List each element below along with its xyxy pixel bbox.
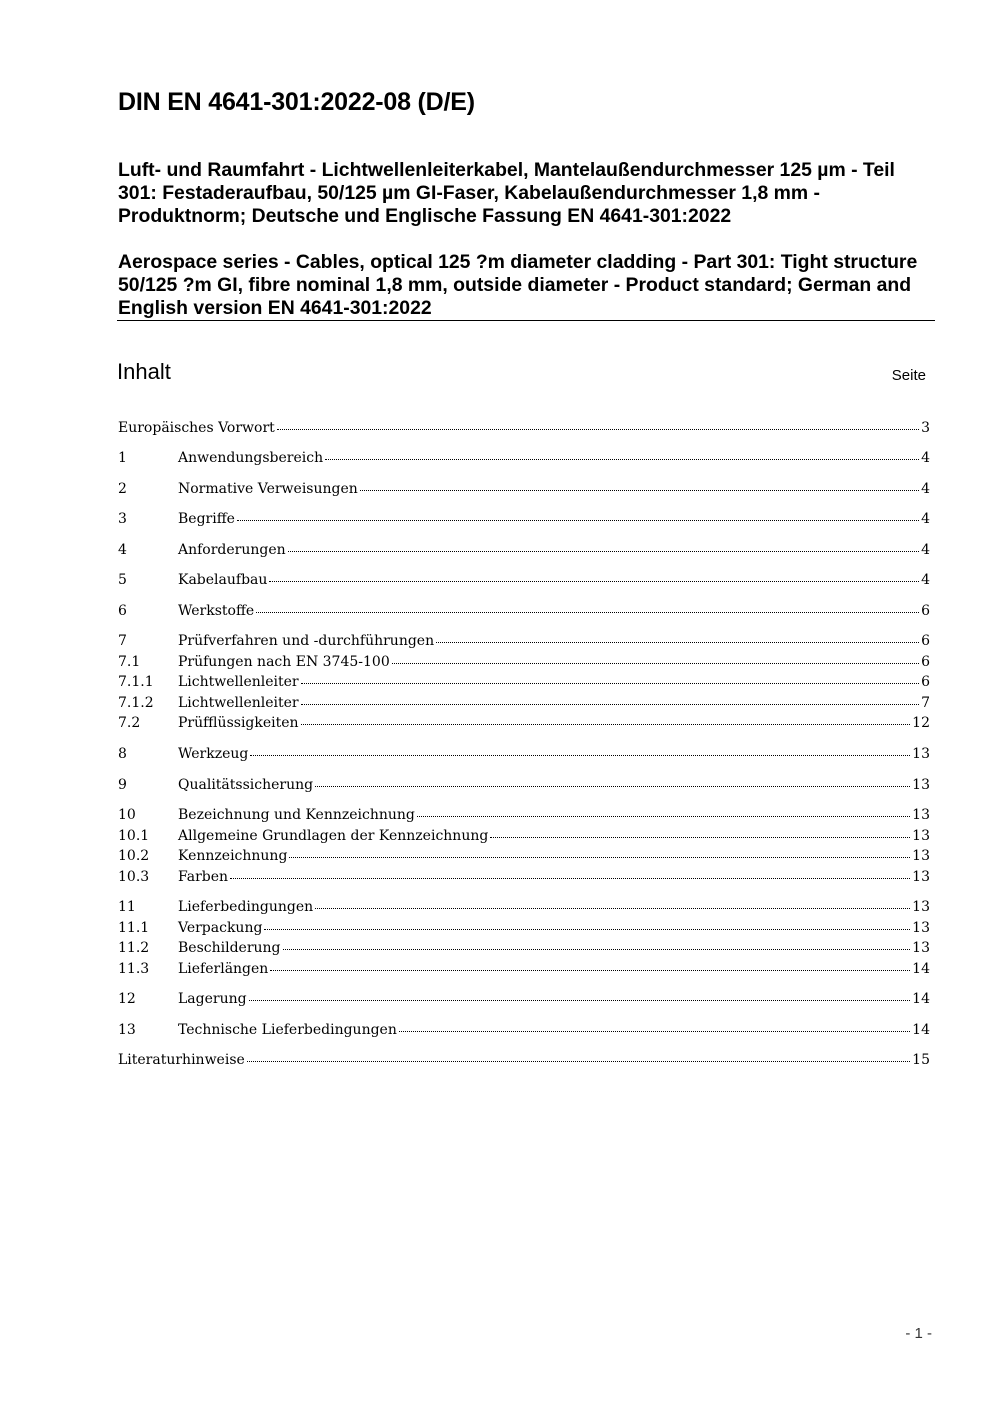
toc-entry-page: 13 [912,940,930,956]
toc-entry-title: Europäisches Vorwort [118,420,275,436]
toc-entry[interactable] [118,570,930,590]
toc-dot-leader [247,1057,910,1062]
toc-entry-number: 10.1 [118,828,150,844]
toc-entry[interactable] [118,826,930,846]
toc-entry[interactable] [118,1050,930,1070]
toc-dot-leader [315,782,910,787]
subtitle-english: Aerospace series - Cables, optical 125 ?m diameter cladding - Part 301: Tight structure 50/125 ?m GI, fibre nominal 1,8 mm, outside diameter - Product standard; German and English version EN 4641-301:2022 [118,251,918,319]
toc-entry-page: 13 [912,746,930,762]
toc-entry-page: 4 [921,542,930,558]
toc-entry-page: 12 [912,715,930,731]
toc-entry-page: 4 [921,572,930,588]
toc-entry-title: Anwendungsbereich [178,450,324,466]
toc-entry[interactable] [118,509,930,529]
toc-entry-number: 7.1.2 [118,695,154,711]
toc-entry-number: 10.3 [118,869,150,885]
toc-entry-page: 6 [921,633,930,649]
toc-entry-title: Technische Lieferbedingungen [178,1022,397,1038]
toc-entry[interactable] [118,805,930,825]
toc-entry[interactable] [118,631,930,651]
toc-entry-title: Lichtwellenleiter [178,695,299,711]
toc-dot-leader [277,425,919,430]
toc-entry-title: Lagerung [178,991,247,1007]
toc-entry[interactable] [118,744,930,764]
toc-entry-number: 12 [118,991,136,1007]
toc-entry-number: 9 [118,777,127,793]
toc-entry-title: Kabelaufbau [178,572,268,588]
toc-page-label: Seite [891,367,926,384]
toc-entry-number: 1 [118,450,127,466]
toc-entry-title: Lieferlängen [178,961,269,977]
toc-entry[interactable] [118,938,930,958]
toc-dot-leader [256,608,919,613]
toc-dot-leader [417,812,910,817]
toc-entry-title: Lichtwellenleiter [178,674,299,690]
toc-entry-number: 3 [118,511,127,527]
toc-dot-leader [269,577,919,582]
toc-entry-title: Verpackung [178,920,263,936]
toc-dot-leader [399,1027,910,1032]
page-number: - 1 - [905,1325,932,1342]
toc-dot-leader [249,996,911,1001]
toc-entry[interactable] [118,418,930,438]
toc-entry-page: 13 [912,828,930,844]
toc-entry-title: Allgemeine Grundlagen der Kennzeichnung [178,828,489,844]
title-divider [117,320,935,321]
toc-entry-title: Kennzeichnung [178,848,288,864]
toc-entry-title: Literaturhinweise [118,1052,245,1068]
toc-entry[interactable] [118,693,930,713]
toc-dot-leader [315,904,910,909]
toc-entry[interactable] [118,959,930,979]
toc-entry-number: 4 [118,542,127,558]
toc-entry-title: Begriffe [178,511,235,527]
toc-entry-title: Prüfverfahren und -durchführungen [178,633,435,649]
toc-entry-title: Prüfungen nach EN 3745-100 [178,654,390,670]
toc-entry-number: 5 [118,572,127,588]
toc-entry-page: 13 [912,920,930,936]
toc-entry-page: 14 [912,1022,930,1038]
toc-entry-title: Anforderungen [178,542,286,558]
toc-entry[interactable] [118,601,930,621]
toc-entry-number: 7.1.1 [118,674,154,690]
toc-entry[interactable] [118,448,930,468]
toc-entry-title: Qualitätssicherung [178,777,314,793]
toc-entry[interactable] [118,989,930,1009]
toc-entry-page: 14 [912,991,930,1007]
toc-entry-page: 13 [912,869,930,885]
toc-entry-number: 2 [118,481,127,497]
toc-dot-leader [288,547,919,552]
toc-dot-leader [490,833,910,838]
toc-dot-leader [301,679,919,684]
toc-dot-leader [301,700,919,705]
toc-entry-number: 10.2 [118,848,150,864]
toc-entry-page: 3 [921,420,930,436]
toc-dot-leader [264,925,910,930]
toc-entry-number: 7.2 [118,715,141,731]
toc-entry-number: 11.2 [118,940,150,956]
toc-entry-number: 11 [118,899,136,915]
toc-entry-page: 4 [921,450,930,466]
toc-entry[interactable] [118,540,930,560]
toc-entry[interactable] [118,867,930,887]
toc-dot-leader [301,720,911,725]
toc-entry-number: 11.3 [118,961,150,977]
toc-entry[interactable] [118,713,930,733]
toc-entry[interactable] [118,918,930,938]
toc-entry[interactable] [118,652,930,672]
toc-dot-leader [270,966,910,971]
toc-entry-number: 7 [118,633,127,649]
toc-entry[interactable] [118,775,930,795]
toc-entry-title: Farben [178,869,229,885]
toc-dot-leader [250,751,910,756]
toc-entry-page: 6 [921,603,930,619]
toc-entry-page: 4 [921,481,930,497]
toc-entry-page: 13 [912,777,930,793]
toc-dot-leader [230,874,910,879]
toc-dot-leader [237,516,919,521]
toc-entry[interactable] [118,479,930,499]
toc-entry-page: 13 [912,899,930,915]
toc-entry-page: 15 [912,1052,930,1068]
toc-dot-leader [283,945,911,950]
toc-entry-number: 8 [118,746,127,762]
toc-entry-page: 13 [912,848,930,864]
toc-entry[interactable] [118,1020,930,1040]
toc-entry-title: Prüfflüssigkeiten [178,715,299,731]
toc-entry-number: 11.1 [118,920,150,936]
toc-heading: Inhalt [117,359,171,384]
toc-entry-number: 13 [118,1022,136,1038]
toc-entry-title: Bezeichnung und Kennzeichnung [178,807,415,823]
toc-entry-title: Lieferbedingungen [178,899,314,915]
toc-entry-page: 4 [921,511,930,527]
toc-entry-title: Beschilderung [178,940,281,956]
document-title: DIN EN 4641-301:2022-08 (D/E) [118,88,475,116]
toc-dot-leader [392,659,919,664]
toc-entry[interactable] [118,672,930,692]
toc-entry[interactable] [118,846,930,866]
toc-entry-title: Werkzeug [178,746,249,762]
toc-entry-page: 6 [921,654,930,670]
toc-dot-leader [289,853,910,858]
toc-entry-page: 6 [921,674,930,690]
toc-entry-page: 14 [912,961,930,977]
toc-entry-title: Werkstoffe [178,603,255,619]
toc-entry-number: 10 [118,807,136,823]
toc-entry[interactable] [118,897,930,917]
toc-entry-number: 7.1 [118,654,141,670]
toc-dot-leader [436,638,919,643]
toc-dot-leader [360,486,919,491]
subtitle-german: Luft- und Raumfahrt - Lichtwellenleiterkabel, Mantelaußendurchmesser 125 µm - Teil 301: Festaderaufbau, 50/125 µm GI-Faser, Kabelaußendurchmesser 1,8 mm - Produktnorm; Deutsche und Englische Fassung EN 4641-301:2022 [118,159,895,227]
toc-entry-page: 13 [912,807,930,823]
toc-entry-number: 6 [118,603,127,619]
toc-entry-page: 7 [921,695,930,711]
toc-entry-title: Normative Verweisungen [178,481,358,497]
toc-dot-leader [325,455,919,460]
